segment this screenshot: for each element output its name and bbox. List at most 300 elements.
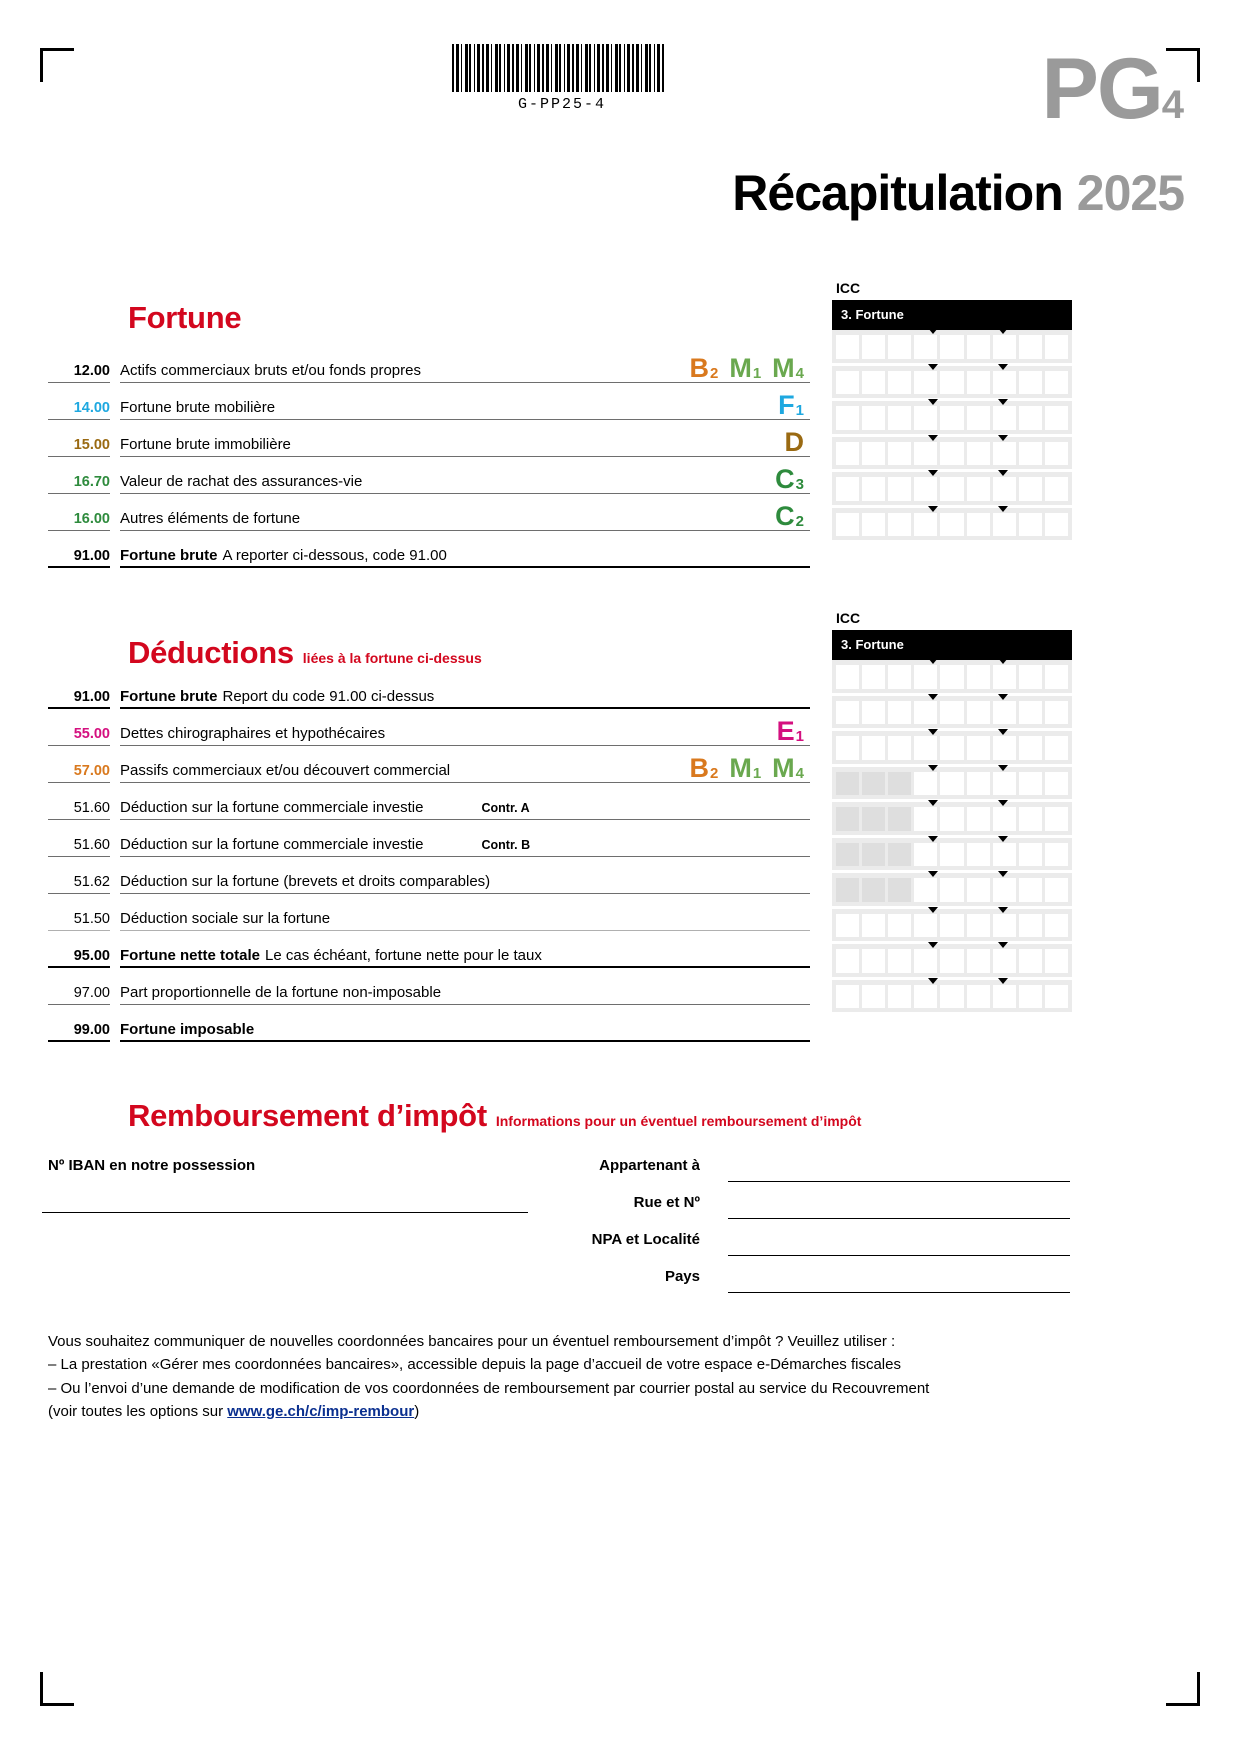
- icc-digit-cell[interactable]: [888, 371, 911, 395]
- letter-code-badge: $M_1$: [729, 353, 762, 383]
- icc-digit-cell[interactable]: [862, 949, 885, 973]
- icc-digit-cell[interactable]: [1045, 772, 1068, 796]
- form-row: [48, 894, 810, 931]
- icc-digit-cell[interactable]: [888, 477, 911, 501]
- icc-digit-cell[interactable]: [1045, 335, 1068, 359]
- form-row: [48, 931, 810, 968]
- icc-digit-cell[interactable]: [940, 442, 963, 466]
- icc-digit-cell[interactable]: [967, 477, 990, 501]
- icc-digit-cell[interactable]: [836, 513, 859, 537]
- icc-amount-row[interactable]: [832, 508, 1072, 541]
- icc-digit-cell[interactable]: [836, 878, 859, 902]
- crop-mark-top-left: [40, 48, 74, 82]
- remboursement-field-label: Appartenant à: [599, 1157, 700, 1174]
- decimal-separator-marker-icon: [998, 800, 1008, 806]
- form-row: [48, 346, 810, 383]
- icc-digit-cell[interactable]: [993, 371, 1016, 395]
- row-label-main: Déduction sur la fortune commerciale investie: [120, 799, 424, 816]
- icc-amount-row[interactable]: [832, 980, 1072, 1013]
- icc-digit-cell[interactable]: [1045, 406, 1068, 430]
- row-code: 16.70: [73, 474, 110, 490]
- letter-code-badge: D: [784, 427, 804, 457]
- icc-digit-cell[interactable]: [914, 513, 937, 537]
- row-code: 55.00: [73, 726, 110, 742]
- row-label: [110, 353, 810, 383]
- icc-amount-row[interactable]: [832, 696, 1072, 729]
- icc-digit-cell[interactable]: [1019, 985, 1042, 1009]
- icc-amount-row[interactable]: [832, 838, 1072, 871]
- icc-digit-cell[interactable]: [967, 335, 990, 359]
- row-label-main: Valeur de rachat des assurances-vie: [120, 473, 363, 490]
- row-label-rule: [120, 1040, 810, 1042]
- row-label-main: Passifs commerciaux et/ou découvert commercial: [120, 762, 451, 779]
- icc-digit-cell[interactable]: [993, 477, 1016, 501]
- section-heading-deductions-text: Déductions: [128, 635, 294, 670]
- icc-digit-cell[interactable]: [836, 665, 859, 689]
- icc-digit-cell[interactable]: [1019, 513, 1042, 537]
- page-title-text: Récapitulation: [732, 165, 1063, 221]
- remboursement-field-label: NPA et Localité: [591, 1231, 700, 1248]
- icc-digit-cell[interactable]: [940, 878, 963, 902]
- icc-digit-cell[interactable]: [862, 371, 885, 395]
- row-label-sub: Le cas échéant, fortune nette pour le taux: [265, 947, 542, 964]
- icc-digit-cell[interactable]: [940, 371, 963, 395]
- decimal-separator-marker-icon: [998, 942, 1008, 948]
- icc-digit-cell[interactable]: [914, 701, 937, 725]
- row-label: [110, 984, 810, 1005]
- row-label-sub: A reporter ci-dessous, code 91.00: [222, 547, 447, 564]
- icc-digit-cell[interactable]: [914, 772, 937, 796]
- icc-digit-cell[interactable]: [940, 513, 963, 537]
- icc-digit-cell[interactable]: [888, 843, 911, 867]
- remboursement-field-input-line[interactable]: [728, 1181, 1070, 1182]
- thousands-separator-marker-icon: [928, 871, 938, 877]
- icc-digit-cell[interactable]: [993, 736, 1016, 760]
- row-label-main: Dettes chirographaires et hypothécaires: [120, 725, 386, 742]
- icc-digit-cell[interactable]: [993, 878, 1016, 902]
- icc-digit-cell[interactable]: [967, 843, 990, 867]
- remboursement-field-input-line[interactable]: [728, 1218, 1070, 1219]
- row-letter-codes: [775, 466, 804, 493]
- barcode-image: [452, 44, 666, 92]
- row-code: 97.00: [73, 985, 110, 1001]
- decimal-separator-marker-icon: [998, 364, 1008, 370]
- row-contributor-tag: Contr. B: [481, 838, 531, 852]
- icc-amount-row[interactable]: [832, 330, 1072, 363]
- icc-digit-cell[interactable]: [1045, 914, 1068, 938]
- section-heading-remboursement: [128, 1098, 861, 1134]
- icc-digit-cell[interactable]: [1019, 406, 1042, 430]
- crop-mark-bottom-left: [40, 1672, 74, 1706]
- icc-digit-cell[interactable]: [888, 406, 911, 430]
- letter-code-badge: $C_3$: [775, 464, 804, 494]
- icc-digit-cell[interactable]: [836, 371, 859, 395]
- row-label: [110, 427, 810, 457]
- row-label-sub: Report du code 91.00 ci-dessus: [222, 688, 435, 705]
- icc-digit-cell[interactable]: [914, 477, 937, 501]
- icc-digit-cell[interactable]: [914, 985, 937, 1009]
- row-letter-codes: [689, 755, 804, 782]
- page-title-year: 2025: [1076, 165, 1184, 221]
- row-letter-codes: [689, 355, 804, 382]
- icc-digit-cell[interactable]: [836, 914, 859, 938]
- icc-digit-cell[interactable]: [914, 665, 937, 689]
- icc-digit-cell[interactable]: [836, 843, 859, 867]
- thousands-separator-marker-icon: [928, 399, 938, 405]
- row-label: [110, 836, 810, 857]
- icc-digit-cell[interactable]: [993, 335, 1016, 359]
- footer-line-4-post: ): [414, 1402, 420, 1420]
- letter-code-badge: $M_4$: [772, 753, 804, 783]
- row-label-main: Fortune brute: [120, 547, 218, 564]
- icc-digit-cell[interactable]: [914, 406, 937, 430]
- thousands-separator-marker-icon: [928, 836, 938, 842]
- row-label: [110, 873, 810, 894]
- icc-digit-cell[interactable]: [862, 843, 885, 867]
- letter-code-badge: $E_1$: [776, 716, 804, 746]
- icc-digit-cell[interactable]: [993, 513, 1016, 537]
- icc-digit-cell[interactable]: [967, 914, 990, 938]
- icc-digit-cell[interactable]: [862, 477, 885, 501]
- icc-digit-cell[interactable]: [967, 513, 990, 537]
- remboursement-field-label: Rue et Nº: [633, 1194, 700, 1211]
- icc-digit-cell[interactable]: [1019, 843, 1042, 867]
- icc-digit-cell[interactable]: [1045, 477, 1068, 501]
- row-label-main: Fortune brute mobilière: [120, 399, 276, 416]
- icc-digit-cell[interactable]: [940, 477, 963, 501]
- row-code: 51.60: [73, 837, 110, 853]
- icc-digit-cell[interactable]: [967, 985, 990, 1009]
- icc-digit-cell[interactable]: [967, 442, 990, 466]
- icc-digit-cell[interactable]: [967, 878, 990, 902]
- icc-amount-row[interactable]: [832, 437, 1072, 470]
- icc-digit-cell[interactable]: [1019, 878, 1042, 902]
- icc-amount-row[interactable]: [832, 366, 1072, 399]
- icc-digit-cell[interactable]: [862, 878, 885, 902]
- icc-digit-cell[interactable]: [862, 406, 885, 430]
- icc-digit-cell[interactable]: [888, 736, 911, 760]
- form-row: [48, 968, 810, 1005]
- icc-digit-cell[interactable]: [836, 477, 859, 501]
- icc-digit-cell[interactable]: [1019, 335, 1042, 359]
- form-row: [48, 420, 810, 457]
- thousands-separator-marker-icon: [928, 942, 938, 948]
- row-label-main: Fortune brute: [120, 688, 218, 705]
- icc-digit-cell[interactable]: [1045, 513, 1068, 537]
- icc-digit-cell[interactable]: [914, 914, 937, 938]
- icc-amount-row[interactable]: [832, 944, 1072, 977]
- icc-digit-cell[interactable]: [1045, 949, 1068, 973]
- icc-digit-cell[interactable]: [888, 513, 911, 537]
- remboursement-field-input-line[interactable]: [728, 1255, 1070, 1256]
- row-label-main: Déduction sur la fortune (brevets et droits comparables): [120, 873, 491, 890]
- icc-digit-cell[interactable]: [967, 736, 990, 760]
- icc-amount-row[interactable]: [832, 909, 1072, 942]
- icc-digit-cell[interactable]: [940, 335, 963, 359]
- form-row: [48, 457, 810, 494]
- footer-line-2: – La prestation «Gérer mes coordonnées bancaires», accessible depuis la page d’accueil de votre espace e-Démarches fiscales: [48, 1356, 901, 1374]
- form-row: [48, 857, 810, 894]
- icc-digit-cell[interactable]: [1045, 736, 1068, 760]
- remboursement-field-input-line[interactable]: [728, 1292, 1070, 1293]
- rembour-link[interactable]: www.ge.ch/c/imp-rembour: [227, 1402, 415, 1420]
- row-code: 16.00: [73, 511, 110, 527]
- icc-digit-cell[interactable]: [1045, 442, 1068, 466]
- icc-digit-cell[interactable]: [836, 701, 859, 725]
- icc-digit-cell[interactable]: [836, 807, 859, 831]
- icc-digit-cell[interactable]: [914, 878, 937, 902]
- decimal-separator-marker-icon: [998, 470, 1008, 476]
- letter-code-badge: $B_2$: [689, 753, 719, 783]
- decimal-separator-marker-icon: [998, 658, 1008, 664]
- decimal-separator-marker-icon: [998, 729, 1008, 735]
- form-code-letters: PG: [1041, 41, 1162, 137]
- icc-digit-cell[interactable]: [888, 665, 911, 689]
- icc-amount-row[interactable]: [832, 401, 1072, 434]
- icc-digit-cell[interactable]: [862, 442, 885, 466]
- decimal-separator-marker-icon: [998, 506, 1008, 512]
- row-label: [110, 947, 810, 968]
- decimal-separator-marker-icon: [998, 765, 1008, 771]
- row-code: 57.00: [73, 763, 110, 779]
- icc-digit-cell[interactable]: [1045, 843, 1068, 867]
- row-code: 51.60: [73, 800, 110, 816]
- icc-digit-cell[interactable]: [993, 807, 1016, 831]
- icc-digit-cell[interactable]: [940, 665, 963, 689]
- row-code-rule: [48, 1040, 110, 1042]
- decimal-separator-marker-icon: [998, 399, 1008, 405]
- icc-digit-cell[interactable]: [1019, 949, 1042, 973]
- form-row: [48, 746, 810, 783]
- icc-grid-fortune[interactable]: [832, 330, 1072, 543]
- row-code-rule: [48, 566, 110, 568]
- barcode-label: G-PP25-4: [517, 96, 606, 113]
- icc-digit-cell[interactable]: [836, 985, 859, 1009]
- icc-digit-cell[interactable]: [888, 335, 911, 359]
- icc-digit-cell[interactable]: [967, 665, 990, 689]
- icc-digit-cell[interactable]: [940, 406, 963, 430]
- row-code: 99.00: [73, 1022, 110, 1038]
- form-row: [48, 531, 810, 568]
- icc-digit-cell[interactable]: [993, 914, 1016, 938]
- icc-digit-cell[interactable]: [940, 736, 963, 760]
- letter-code-badge: $F_1$: [778, 390, 804, 420]
- icc-digit-cell[interactable]: [888, 878, 911, 902]
- icc-digit-cell[interactable]: [993, 949, 1016, 973]
- icc-digit-cell[interactable]: [862, 985, 885, 1009]
- form-row: [48, 709, 810, 746]
- icc-digit-cell[interactable]: [1019, 772, 1042, 796]
- decimal-separator-marker-icon: [998, 694, 1008, 700]
- icc-digit-cell[interactable]: [940, 807, 963, 831]
- form-row: [48, 494, 810, 531]
- icc-digit-cell[interactable]: [1045, 665, 1068, 689]
- icc-digit-cell[interactable]: [914, 371, 937, 395]
- icc-digit-cell[interactable]: [940, 843, 963, 867]
- row-label: [110, 390, 810, 420]
- thousands-separator-marker-icon: [928, 729, 938, 735]
- row-label: [110, 910, 810, 931]
- section-heading-fortune: [128, 300, 241, 336]
- row-label-main: Fortune imposable: [120, 1021, 255, 1038]
- row-label: [110, 547, 810, 568]
- icc-digit-cell[interactable]: [1045, 701, 1068, 725]
- icc-digit-cell[interactable]: [862, 772, 885, 796]
- section-heading-deductions: [128, 635, 482, 671]
- decimal-separator-marker-icon: [998, 907, 1008, 913]
- icc-digit-cell[interactable]: [888, 949, 911, 973]
- icc-digit-cell[interactable]: [862, 736, 885, 760]
- decimal-separator-marker-icon: [998, 435, 1008, 441]
- icc-digit-cell[interactable]: [862, 914, 885, 938]
- page-title: [732, 165, 1184, 221]
- icc-digit-cell[interactable]: [1019, 371, 1042, 395]
- icc-digit-cell[interactable]: [836, 736, 859, 760]
- row-letter-codes: [778, 392, 804, 419]
- icc-digit-cell[interactable]: [1019, 477, 1042, 501]
- icc-digit-cell[interactable]: [967, 772, 990, 796]
- icc-digit-cell[interactable]: [993, 701, 1016, 725]
- row-label-main: Part proportionnelle de la fortune non-imposable: [120, 984, 442, 1001]
- section-heading-remboursement-sub: Informations pour un éventuel remboursement d’impôt: [495, 1113, 862, 1129]
- form-row: [48, 1005, 810, 1042]
- iban-input-line[interactable]: [42, 1212, 528, 1213]
- icc-digit-cell[interactable]: [862, 335, 885, 359]
- icc-digit-cell[interactable]: [914, 843, 937, 867]
- icc-digit-cell[interactable]: [993, 406, 1016, 430]
- thousands-separator-marker-icon: [928, 978, 938, 984]
- icc-amount-row[interactable]: [832, 472, 1072, 505]
- icc-digit-cell[interactable]: [1045, 371, 1068, 395]
- row-contributor-tag: Contr. A: [481, 801, 530, 815]
- icc-amount-row[interactable]: [832, 802, 1072, 835]
- icc-amount-row[interactable]: [832, 660, 1072, 693]
- icc-digit-cell[interactable]: [1045, 807, 1068, 831]
- icc-digit-cell[interactable]: [993, 772, 1016, 796]
- thousands-separator-marker-icon: [928, 364, 938, 370]
- icc-digit-cell[interactable]: [993, 665, 1016, 689]
- icc-digit-cell[interactable]: [1019, 914, 1042, 938]
- icc-amount-row[interactable]: [832, 767, 1072, 800]
- icc-digit-cell[interactable]: [940, 914, 963, 938]
- icc-digit-cell[interactable]: [914, 807, 937, 831]
- icc-digit-cell[interactable]: [914, 335, 937, 359]
- icc-grid-deductions[interactable]: [832, 660, 1072, 1015]
- icc-column-header-fortune: 3. Fortune: [832, 300, 1072, 330]
- icc-digit-cell[interactable]: [914, 442, 937, 466]
- icc-digit-cell[interactable]: [1019, 665, 1042, 689]
- icc-digit-cell[interactable]: [1019, 701, 1042, 725]
- icc-digit-cell[interactable]: [940, 949, 963, 973]
- deductions-row-list: [48, 672, 810, 1042]
- fortune-row-list: [48, 346, 810, 568]
- footer-line-1: Vous souhaitez communiquer de nouvelles coordonnées bancaires pour un éventuel remboursement d’impôt ? Veuillez utiliser :: [48, 1333, 896, 1350]
- footer-note: [48, 1330, 1078, 1423]
- row-label-main: Déduction sur la fortune commerciale investie: [120, 836, 424, 853]
- icc-digit-cell[interactable]: [836, 772, 859, 796]
- barcode-block: [452, 44, 672, 113]
- footer-line-3: – Ou l’envoi d’une demande de modification de vos coordonnées de remboursement par courrier postal au service du Recouvrement: [48, 1379, 930, 1397]
- letter-code-badge: $M_1$: [729, 753, 762, 783]
- icc-digit-cell[interactable]: [862, 665, 885, 689]
- icc-row-spacer: [832, 540, 1072, 543]
- decimal-separator-marker-icon: [998, 871, 1008, 877]
- icc-digit-cell[interactable]: [862, 513, 885, 537]
- icc-digit-cell[interactable]: [967, 701, 990, 725]
- row-label-main: Fortune nette totale: [120, 947, 261, 964]
- thousands-separator-marker-icon: [928, 907, 938, 913]
- footer-line-4-pre: (voir toutes les options sur: [48, 1402, 228, 1420]
- icc-digit-cell[interactable]: [993, 442, 1016, 466]
- letter-code-badge: $C_2$: [775, 501, 804, 531]
- row-label: [110, 501, 810, 531]
- icc-digit-cell[interactable]: [940, 701, 963, 725]
- section-heading-fortune-text: Fortune: [128, 300, 242, 335]
- icc-digit-cell[interactable]: [836, 406, 859, 430]
- icc-digit-cell[interactable]: [888, 985, 911, 1009]
- icc-column-header-deductions: 3. Fortune: [832, 630, 1072, 660]
- row-label: [110, 464, 810, 494]
- icc-digit-cell[interactable]: [940, 772, 963, 796]
- icc-digit-cell[interactable]: [914, 736, 937, 760]
- letter-code-badge: $B_2$: [689, 353, 719, 383]
- row-code: 14.00: [73, 400, 110, 416]
- icc-amount-row[interactable]: [832, 731, 1072, 764]
- row-letter-codes: [777, 718, 804, 745]
- icc-digit-cell[interactable]: [836, 949, 859, 973]
- icc-digit-cell[interactable]: [836, 335, 859, 359]
- form-row: [48, 672, 810, 709]
- thousands-separator-marker-icon: [928, 435, 938, 441]
- form-code-logo: [1041, 41, 1184, 137]
- icc-digit-cell[interactable]: [993, 985, 1016, 1009]
- row-label: [110, 1021, 810, 1042]
- thousands-separator-marker-icon: [928, 694, 938, 700]
- icc-digit-cell[interactable]: [888, 807, 911, 831]
- icc-digit-cell[interactable]: [888, 442, 911, 466]
- icc-digit-cell[interactable]: [1019, 442, 1042, 466]
- thousands-separator-marker-icon: [928, 328, 938, 334]
- icc-digit-cell[interactable]: [940, 985, 963, 1009]
- icc-amount-row[interactable]: [832, 873, 1072, 906]
- icc-digit-cell[interactable]: [967, 949, 990, 973]
- icc-title-fortune: ICC: [836, 280, 861, 296]
- icc-digit-cell[interactable]: [914, 949, 937, 973]
- icc-digit-cell[interactable]: [1019, 736, 1042, 760]
- row-code: 95.00: [73, 948, 110, 964]
- icc-digit-cell[interactable]: [888, 914, 911, 938]
- form-row: [48, 783, 810, 820]
- icc-digit-cell[interactable]: [836, 442, 859, 466]
- form-row: [48, 820, 810, 857]
- icc-digit-cell[interactable]: [967, 371, 990, 395]
- icc-digit-cell[interactable]: [993, 843, 1016, 867]
- row-label: [110, 799, 810, 820]
- icc-digit-cell[interactable]: [1045, 878, 1068, 902]
- icc-digit-cell[interactable]: [888, 701, 911, 725]
- section-heading-deductions-sub: liées à la fortune ci-dessus: [302, 650, 482, 666]
- row-label-main: Fortune brute immobilière: [120, 436, 291, 453]
- icc-digit-cell[interactable]: [862, 807, 885, 831]
- icc-digit-cell[interactable]: [967, 807, 990, 831]
- icc-digit-cell[interactable]: [967, 406, 990, 430]
- icc-digit-cell[interactable]: [888, 772, 911, 796]
- row-code: 91.00: [73, 689, 110, 705]
- icc-digit-cell[interactable]: [1019, 807, 1042, 831]
- icc-digit-cell[interactable]: [862, 701, 885, 725]
- decimal-separator-marker-icon: [998, 836, 1008, 842]
- icc-digit-cell[interactable]: [1045, 985, 1068, 1009]
